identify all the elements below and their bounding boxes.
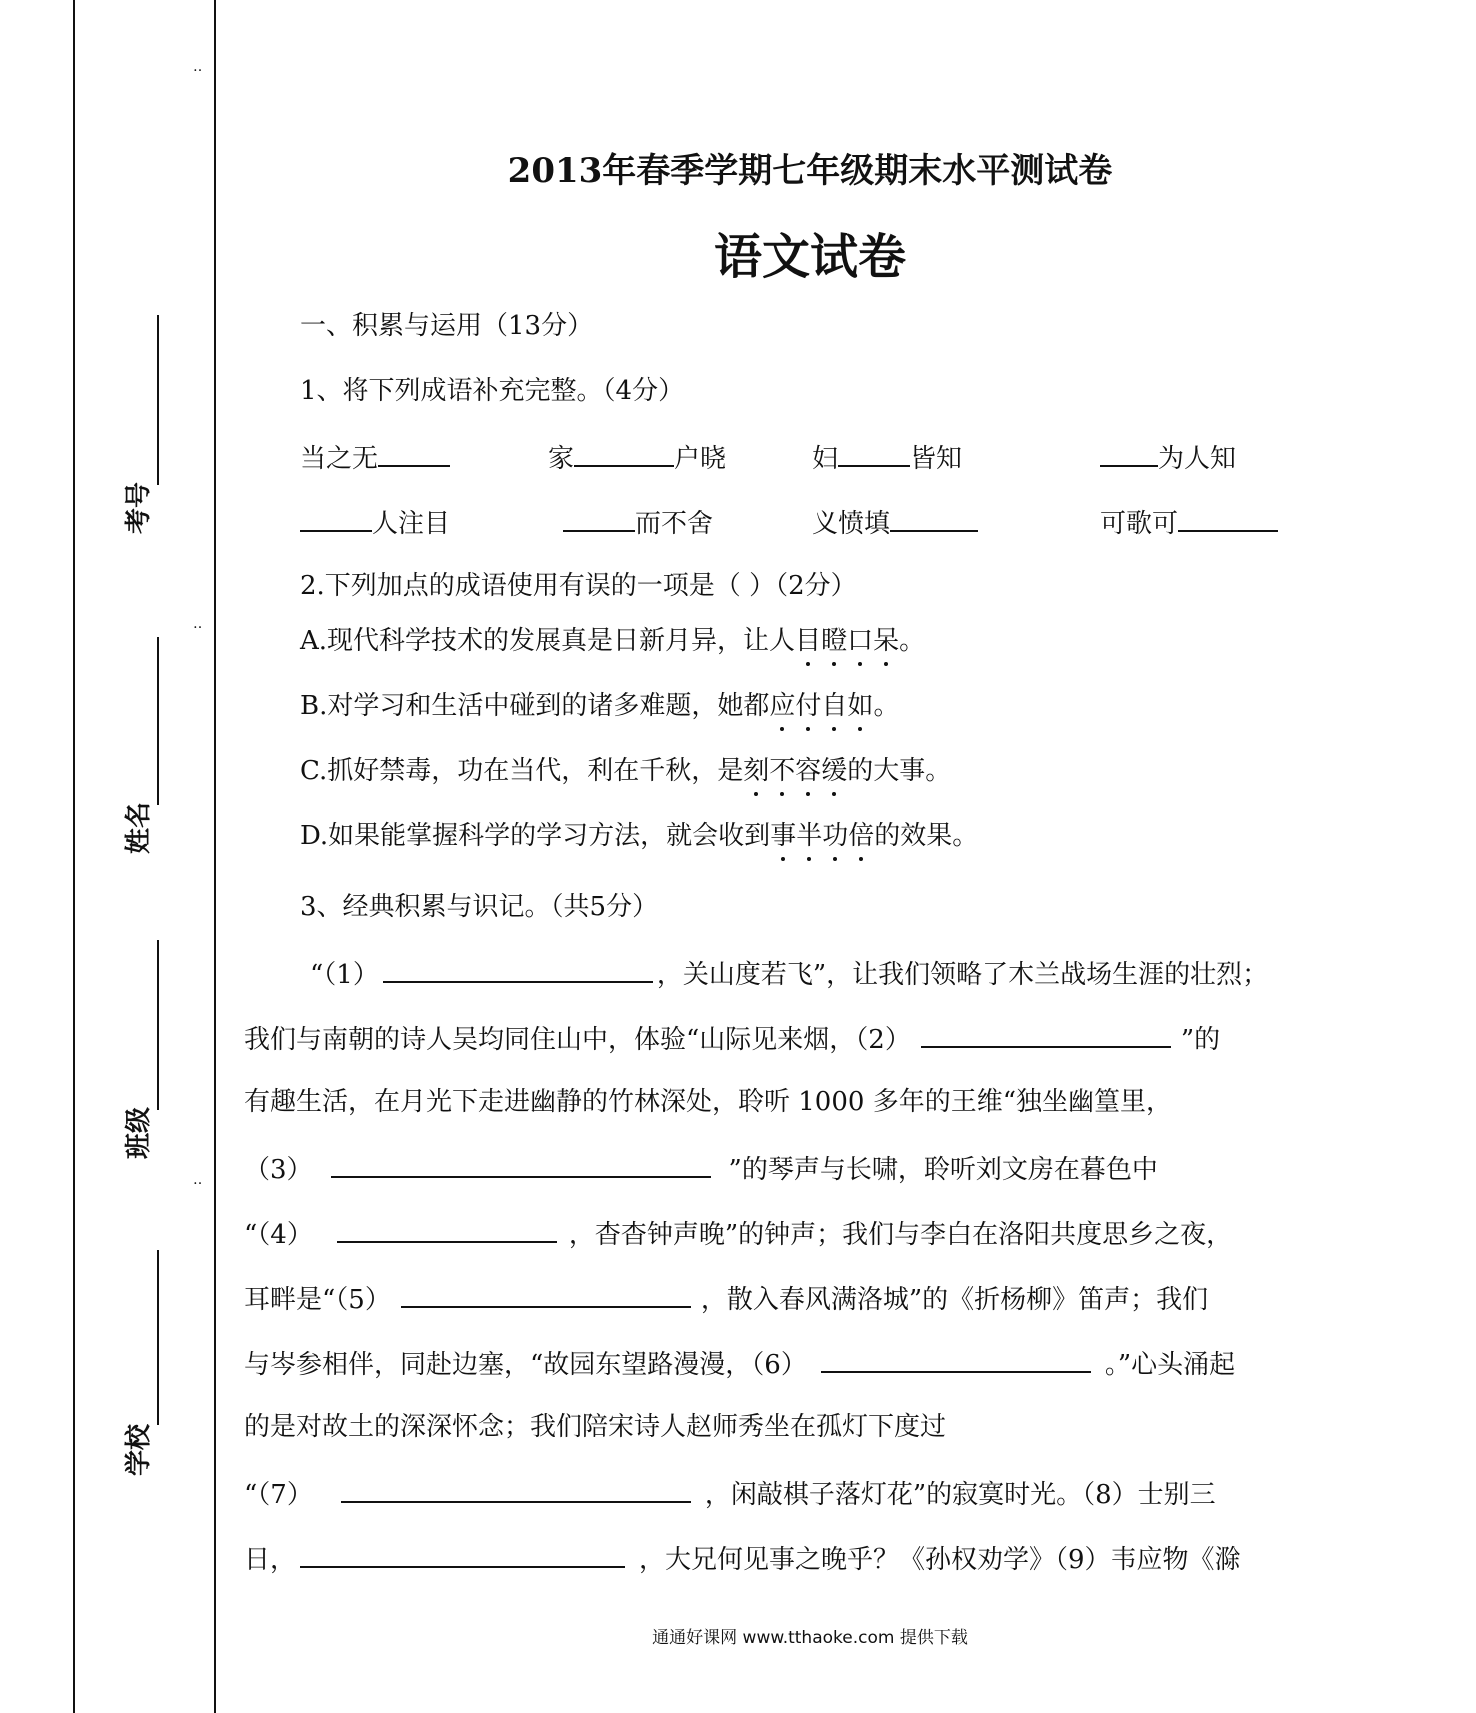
dotted-idiom	[770, 821, 874, 851]
banji-rule	[157, 940, 159, 1110]
poem-blank-6[interactable]	[821, 1345, 1091, 1373]
emphasis-char: 呆	[873, 626, 900, 656]
idiom-item: 可歌可	[1100, 504, 1278, 541]
passage-line: 与岑参相伴，同赴边塞，“故园东望路漫漫，（6） 。”心头涌起	[244, 1345, 1235, 1382]
poem-blank-7[interactable]	[341, 1475, 691, 1503]
margin-tick: ‥	[193, 1172, 203, 1188]
q1-prompt: 1、将下列成语补充完整。（4分）	[300, 376, 685, 406]
emphasis-char: 功	[822, 821, 849, 851]
emphasis-char: 口	[847, 626, 874, 656]
q2-option-c[interactable]: C.抓好禁毒，功在当代，利在千秋，是刻不容缓的大事。	[300, 756, 952, 786]
emphasis-char: 半	[796, 821, 823, 851]
passage-line: （3） ”的琴声与长啸，聆听刘文房在暮色中	[244, 1150, 1158, 1187]
idiom-blank[interactable]	[300, 504, 372, 532]
xingming-rule	[157, 637, 159, 805]
passage-line: “（7） ，闲敲棋子落灯花”的寂寞时光。（8）士别三	[244, 1475, 1216, 1512]
kaohao-rule	[157, 315, 159, 485]
poem-blank-1[interactable]	[383, 955, 653, 983]
footer-credit: 通通好课网 www.tthaoke.com 提供下载	[652, 1628, 968, 1648]
idiom-blank[interactable]	[890, 504, 978, 532]
emphasis-char: 付	[795, 691, 822, 721]
idiom-blank[interactable]	[574, 439, 674, 467]
q2-option-b[interactable]: B.对学习和生活中碰到的诸多难题，她都应付自如。	[300, 691, 900, 721]
margin-outer-line	[73, 0, 75, 1713]
banji-label: 班级	[124, 1107, 154, 1160]
emphasis-char: 事	[770, 821, 797, 851]
q2-prompt: 2.下列加点的成语使用有误的一项是（ ）（2分）	[300, 571, 857, 601]
passage-line: 有趣生活，在月光下走进幽静的竹林深处，聆听 1000 多年的王维“独坐幽篁里，	[244, 1087, 1172, 1117]
passage-line: 我们与南朝的诗人吴均同住山中，体验“山际见来烟，（2） ”的	[244, 1020, 1220, 1057]
idiom-item: 妇 皆知	[812, 439, 962, 476]
poem-blank-5[interactable]	[401, 1280, 691, 1308]
q3-prompt: 3、经典积累与识记。（共5分）	[300, 892, 659, 922]
idiom-blank[interactable]	[378, 439, 450, 467]
emphasis-char: 缓	[821, 756, 848, 786]
idiom-item: 当之无	[300, 439, 450, 476]
q2-option-d[interactable]: D.如果能掌握科学的学习方法，就会收到事半功倍的效果。	[300, 821, 979, 851]
emphasis-char: 瞪	[821, 626, 848, 656]
dotted-idiom	[743, 756, 847, 786]
idiom-item: 人注目	[300, 504, 450, 541]
passage-line: 日， ，大兄何见事之晚乎？《孙权劝学》（9）韦应物《滁	[244, 1540, 1241, 1577]
margin-tick: ‥	[193, 59, 203, 75]
exam-title: 2013年春季学期七年级期末水平测试卷	[507, 151, 1113, 191]
emphasis-char: 如	[847, 691, 874, 721]
emphasis-char: 刻	[743, 756, 770, 786]
kaohao-label: 考号	[124, 482, 154, 535]
idiom-blank[interactable]	[1100, 439, 1158, 467]
xingming-label: 姓名	[124, 802, 154, 855]
idiom-blank[interactable]	[563, 504, 635, 532]
margin-inner-line	[214, 0, 216, 1713]
poem-blank-8[interactable]	[300, 1540, 625, 1568]
section-heading: 一、积累与运用（13分）	[300, 311, 594, 341]
emphasis-char: 自	[821, 691, 848, 721]
passage-line: 的是对故土的深深怀念；我们陪宋诗人赵师秀坐在孤灯下度过	[244, 1412, 947, 1442]
emphasis-char: 应	[769, 691, 796, 721]
idiom-blank[interactable]	[838, 439, 910, 467]
poem-blank-4[interactable]	[337, 1215, 557, 1243]
xuexiao-rule	[157, 1250, 159, 1425]
passage-line: “（1） ，关山度若飞”，让我们领略了木兰战场生涯的壮烈；	[310, 955, 1268, 992]
idiom-blank[interactable]	[1178, 504, 1278, 532]
passage-line: 耳畔是“（5） ，散入春风满洛城”的《折杨柳》笛声；我们	[244, 1280, 1208, 1317]
subject-title: 语文试卷	[713, 229, 906, 285]
idiom-item: 而不舍	[563, 504, 713, 541]
xuexiao-label: 学校	[124, 1424, 154, 1477]
idiom-item: 为人知	[1100, 439, 1236, 476]
emphasis-char: 容	[795, 756, 822, 786]
dotted-idiom	[769, 691, 873, 721]
poem-blank-3[interactable]	[331, 1150, 711, 1178]
margin-tick: ‥	[193, 616, 203, 632]
idiom-item: 家 户晓	[548, 439, 726, 476]
idiom-item: 义愤填	[812, 504, 978, 541]
emphasis-char: 倍	[848, 821, 875, 851]
q2-option-a[interactable]: A.现代科学技术的发展真是日新月异，让人目瞪口呆。	[300, 626, 926, 656]
emphasis-char: 目	[795, 626, 822, 656]
emphasis-char: 不	[769, 756, 796, 786]
poem-blank-2[interactable]	[921, 1020, 1171, 1048]
passage-line: “（4） ，杳杳钟声晚”的钟声；我们与李白在洛阳共度思乡之夜，	[244, 1215, 1232, 1252]
dotted-idiom	[795, 626, 899, 656]
